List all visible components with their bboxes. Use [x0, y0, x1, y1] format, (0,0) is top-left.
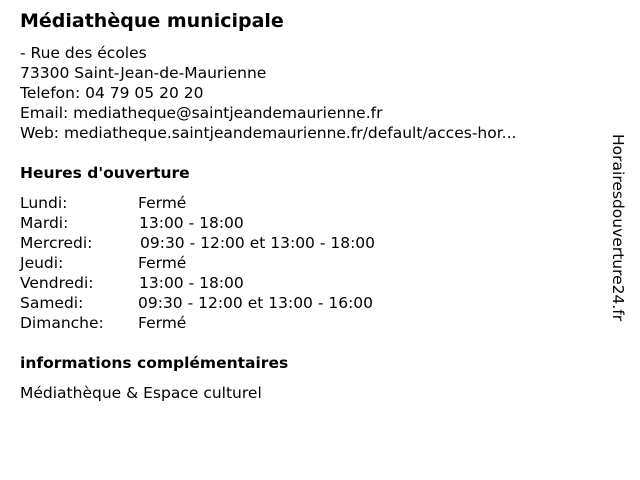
watermark-text: Horairesdouverture24.fr	[609, 134, 627, 322]
address-city: 73300 Saint-Jean-de-Maurienne	[20, 64, 267, 82]
email-address[interactable]: Email: mediatheque@saintjeandemaurienne.fr	[20, 104, 383, 122]
day-label: Lundi:	[20, 194, 68, 212]
day-hours: Fermé	[138, 254, 187, 272]
day-label: Samedi:	[20, 294, 84, 312]
day-hours: 09:30 - 12:00 et 13:00 - 16:00	[138, 294, 374, 312]
page-title: Médiathèque municipale	[20, 10, 284, 32]
day-label: Mercredi:	[20, 234, 93, 252]
address-street: - Rue des écoles	[20, 44, 147, 62]
contact-block	[20, 43, 516, 143]
day-label: Jeudi:	[20, 254, 64, 272]
day-hours: Fermé	[138, 194, 187, 212]
info-text: Médiathèque & Espace culturel	[20, 384, 262, 402]
day-label: Dimanche:	[20, 314, 104, 332]
hours-heading: Heures d'ouverture	[20, 164, 190, 182]
phone-number[interactable]: Telefon: 04 79 05 20 20	[20, 84, 204, 102]
day-hours: 13:00 - 18:00	[139, 274, 244, 292]
info-heading: informations complémentaires	[20, 354, 289, 372]
website-link[interactable]: Web: mediatheque.saintjeandemaurienne.fr/default/acces-hor...	[20, 124, 517, 142]
day-label: Vendredi:	[20, 274, 94, 292]
day-hours: 09:30 - 12:00 et 13:00 - 18:00	[140, 234, 376, 252]
day-hours: 13:00 - 18:00	[139, 214, 244, 232]
day-label: Mardi:	[20, 214, 69, 232]
day-hours: Fermé	[138, 314, 187, 332]
